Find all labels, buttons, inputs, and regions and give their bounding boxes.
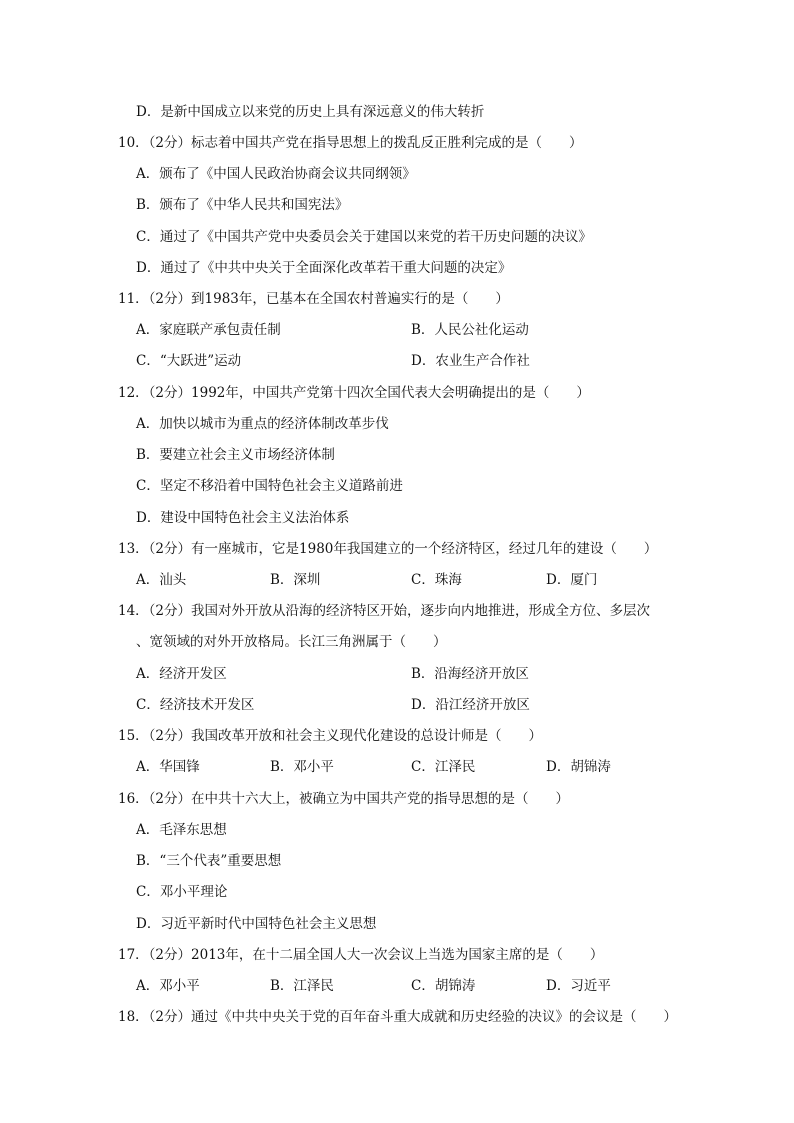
q13-stem: 13．（2分）有一座城市，它是1980年我国建立的一个经济特区，经过几年的建设（ ） bbox=[118, 541, 658, 557]
q13-option-b: B．深圳 bbox=[270, 572, 321, 588]
q15-option-d: D．胡锦涛 bbox=[546, 759, 611, 775]
q11-option-b: B．人民公社化运动 bbox=[411, 322, 529, 338]
q15-stem: 15．（2分）我国改革开放和社会主义现代化建设的总设计师是（ ） bbox=[118, 728, 543, 744]
q12-stem: 12．（2分）1992年，中国共产党第十四次全国代表大会明确提出的是（ ） bbox=[118, 385, 590, 401]
q11-stem: 11．（2分）到1983年，已基本在全国农村普遍实行的是（ ） bbox=[118, 291, 509, 307]
q16-stem: 16．（2分）在中共十六大上，被确立为中国共产党的指导思想的是（ ） bbox=[118, 791, 570, 807]
q10-option-b: B．颁布了《中华人民共和国宪法》 bbox=[136, 197, 349, 213]
q17-option-a: A．邓小平 bbox=[136, 978, 200, 994]
q15-option-a: A．华国锋 bbox=[136, 759, 200, 775]
q18-stem: 18．（2分）通过《中共中央关于党的百年奋斗重大成就和历史经验的决议》的会议是（ ） bbox=[118, 1009, 678, 1025]
q14-stem: 14．（2分）我国对外开放从沿海的经济特区开始，逐步向内地推进，形成全方位、多层次 bbox=[118, 603, 651, 619]
q10-option-c: C．通过了《中国共产党中央委员会关于建国以来党的若干历史问题的决议》 bbox=[136, 229, 592, 245]
q13-option-c: C．珠海 bbox=[411, 572, 462, 588]
q11-option-c: C．“大跃进”运动 bbox=[136, 353, 242, 369]
q10-option-d: D．通过了《中共中央关于全面深化改革若干重大问题的决定》 bbox=[136, 260, 512, 276]
q14-option-d: D．沿江经济开放区 bbox=[411, 697, 530, 713]
q16-option-c: C．邓小平理论 bbox=[136, 884, 228, 900]
q16-option-a: A．毛泽东思想 bbox=[136, 822, 227, 838]
q16-option-d: D．习近平新时代中国特色社会主义思想 bbox=[136, 916, 377, 932]
q17-option-b: B．江泽民 bbox=[270, 978, 334, 994]
q12-option-c: C．坚定不移沿着中国特色社会主义道路前进 bbox=[136, 478, 403, 494]
q15-option-c: C．江泽民 bbox=[411, 759, 476, 775]
q11-option-d: D．农业生产合作社 bbox=[411, 353, 530, 369]
q14-option-a: A．经济开发区 bbox=[136, 666, 227, 682]
q10-option-a: A．颁布了《中国人民政治协商会议共同纲领》 bbox=[136, 166, 416, 182]
q13-option-d: D．厦门 bbox=[546, 572, 598, 588]
q16-option-b: B．“三个代表”重要思想 bbox=[136, 853, 282, 869]
q12-option-a: A．加快以城市为重点的经济体制改革步伐 bbox=[136, 416, 389, 432]
q14-option-b: B．沿海经济开放区 bbox=[411, 666, 529, 682]
q10-stem: 10．（2分）标志着中国共产党在指导思想上的拨乱反正胜利完成的是（ ） bbox=[118, 135, 583, 151]
q14-option-c: C．经济技术开发区 bbox=[136, 697, 255, 713]
q9-option-d: D．是新中国成立以来党的历史上具有深远意义的伟大转折 bbox=[136, 104, 485, 120]
q15-option-b: B．邓小平 bbox=[270, 759, 334, 775]
q14-stem-continued: 、宽领域的对外开放格局。长江三角洲属于（ ） bbox=[136, 634, 447, 650]
q13-option-a: A．汕头 bbox=[136, 572, 187, 588]
q17-option-d: D．习近平 bbox=[546, 978, 611, 994]
q12-option-b: B．要建立社会主义市场经济体制 bbox=[136, 447, 335, 463]
q17-option-c: C．胡锦涛 bbox=[411, 978, 476, 994]
q11-option-a: A．家庭联产承包责任制 bbox=[136, 322, 281, 338]
q17-stem: 17．（2分）2013年，在十二届全国人大一次会议上当选为国家主席的是（ ） bbox=[118, 947, 604, 963]
q12-option-d: D．建设中国特色社会主义法治体系 bbox=[136, 510, 350, 526]
